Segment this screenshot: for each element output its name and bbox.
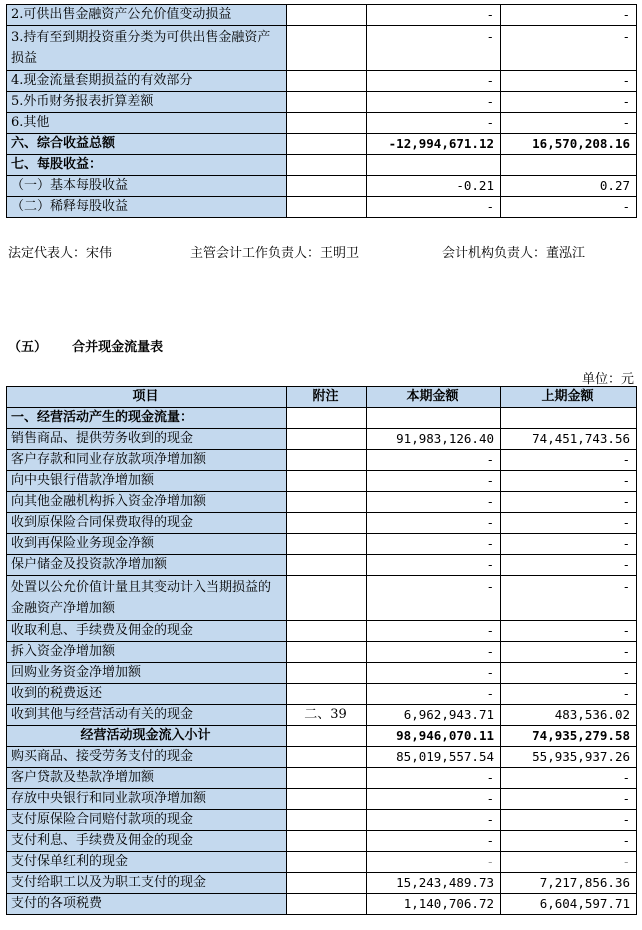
previous-amount: - xyxy=(501,810,637,831)
previous-amount: 16,570,208.16 xyxy=(501,134,637,155)
current-amount: - xyxy=(367,71,501,92)
current-amount: - xyxy=(367,26,501,71)
table-row xyxy=(7,621,637,642)
table-row xyxy=(7,768,637,789)
table-row xyxy=(7,450,637,471)
row-label: 收到原保险合同保费取得的现金 xyxy=(7,513,287,534)
table-row-total xyxy=(7,134,637,155)
row-label: （一）基本每股收益 xyxy=(7,176,287,197)
current-amount: - xyxy=(367,471,501,492)
note-cell xyxy=(287,513,367,534)
table-row xyxy=(7,663,637,684)
table-row xyxy=(7,26,637,71)
row-label: 支付原保险合同赔付款项的现金 xyxy=(7,810,287,831)
previous-amount: - xyxy=(501,450,637,471)
current-amount: - xyxy=(367,492,501,513)
previous-amount: - xyxy=(501,492,637,513)
current-amount: - xyxy=(367,197,501,218)
current-amount: - xyxy=(367,852,501,873)
note-cell xyxy=(287,429,367,450)
table-row-subtotal xyxy=(7,726,637,747)
note-cell xyxy=(287,852,367,873)
row-label: 拆入资金净增加额 xyxy=(7,642,287,663)
unit-label: 单位：元 xyxy=(581,372,634,387)
current-amount: -12,994,671.12 xyxy=(367,134,501,155)
note-cell xyxy=(287,5,367,26)
note-cell xyxy=(287,873,367,894)
note-cell xyxy=(287,894,367,915)
previous-amount: - xyxy=(501,513,637,534)
note-cell xyxy=(287,810,367,831)
section-heading xyxy=(8,336,163,355)
table-row xyxy=(7,429,637,450)
note-cell xyxy=(287,134,367,155)
previous-amount: 55,935,937.26 xyxy=(501,747,637,768)
note-cell: 二、39 xyxy=(287,705,367,726)
current-amount: - xyxy=(367,663,501,684)
note-cell xyxy=(287,768,367,789)
row-label: 购买商品、接受劳务支付的现金 xyxy=(7,747,287,768)
current-amount: 98,946,070.11 xyxy=(367,726,501,747)
row-label: 保户储金及投资款净增加额 xyxy=(7,555,287,576)
previous-amount: - xyxy=(501,768,637,789)
row-label: 4.现金流量套期损益的有效部分 xyxy=(7,71,287,92)
table-row xyxy=(7,873,637,894)
previous-amount: - xyxy=(501,26,637,71)
previous-amount: - xyxy=(501,71,637,92)
note-cell xyxy=(287,176,367,197)
row-label: 收到的税费返还 xyxy=(7,684,287,705)
previous-amount: - xyxy=(501,831,637,852)
table-row xyxy=(7,471,637,492)
note-cell xyxy=(287,576,367,621)
table-row xyxy=(7,705,637,726)
current-amount: - xyxy=(367,621,501,642)
row-label: 收到其他与经营活动有关的现金 xyxy=(7,705,287,726)
row-label: 收到再保险业务现金净额 xyxy=(7,534,287,555)
current-amount: - xyxy=(367,92,501,113)
previous-amount: - xyxy=(501,621,637,642)
current-amount: - xyxy=(367,642,501,663)
accounting-head: 主管会计工作负责人：王明卫 xyxy=(190,246,360,261)
note-cell xyxy=(287,197,367,218)
note-cell xyxy=(287,26,367,71)
note-cell xyxy=(287,471,367,492)
row-label: 5.外币财务报表折算差额 xyxy=(7,92,287,113)
row-label: 向其他金融机构拆入资金净增加额 xyxy=(7,492,287,513)
table-header-row xyxy=(7,387,637,408)
current-amount: 1,140,706.72 xyxy=(367,894,501,915)
current-amount: 91,983,126.40 xyxy=(367,429,501,450)
table-row xyxy=(7,5,637,26)
previous-amount: - xyxy=(501,5,637,26)
table-row xyxy=(7,810,637,831)
row-label: 客户贷款及垫款净增加额 xyxy=(7,768,287,789)
note-cell xyxy=(287,621,367,642)
previous-amount: - xyxy=(501,113,637,134)
note-cell xyxy=(287,726,367,747)
current-amount: 85,019,557.54 xyxy=(367,747,501,768)
previous-amount: - xyxy=(501,789,637,810)
table-row xyxy=(7,684,637,705)
previous-amount: - xyxy=(501,471,637,492)
previous-amount: 74,935,279.58 xyxy=(501,726,637,747)
table-row xyxy=(7,513,637,534)
row-label: 六、综合收益总额 xyxy=(7,134,287,155)
note-cell xyxy=(287,831,367,852)
note-cell xyxy=(287,747,367,768)
table-row xyxy=(7,576,637,621)
current-amount: - xyxy=(367,789,501,810)
previous-amount: 6,604,597.71 xyxy=(501,894,637,915)
row-label: 存放中央银行和同业款项净增加额 xyxy=(7,789,287,810)
table-row xyxy=(7,176,637,197)
previous-amount: - xyxy=(501,684,637,705)
note-cell xyxy=(287,492,367,513)
table-row xyxy=(7,894,637,915)
previous-amount xyxy=(501,408,637,429)
previous-amount: - xyxy=(501,576,637,621)
previous-amount: - xyxy=(501,852,637,873)
current-amount: - xyxy=(367,450,501,471)
row-label: 经营活动现金流入小计 xyxy=(7,726,287,747)
current-amount: - xyxy=(367,831,501,852)
table-row xyxy=(7,492,637,513)
table-row-heading xyxy=(7,155,637,176)
previous-amount: - xyxy=(501,663,637,684)
row-label: 七、每股收益： xyxy=(7,155,287,176)
column-header-note: 附注 xyxy=(287,387,367,408)
table-row xyxy=(7,747,637,768)
previous-amount: - xyxy=(501,92,637,113)
table-row xyxy=(7,852,637,873)
note-cell xyxy=(287,555,367,576)
table-row xyxy=(7,642,637,663)
table-row xyxy=(7,831,637,852)
table-row xyxy=(7,534,637,555)
section-title: 合并现金流量表 xyxy=(72,340,164,355)
cash-flow-table xyxy=(6,386,637,915)
current-amount: - xyxy=(367,768,501,789)
column-header-previous: 上期金额 xyxy=(501,387,637,408)
current-amount: - xyxy=(367,555,501,576)
table-row xyxy=(7,197,637,218)
accounting-agency-head: 会计机构负责人：董泓江 xyxy=(442,246,586,261)
previous-amount: - xyxy=(501,642,637,663)
current-amount xyxy=(367,408,501,429)
current-amount xyxy=(367,155,501,176)
row-label: （二）稀释每股收益 xyxy=(7,197,287,218)
row-label: 支付利息、手续费及佣金的现金 xyxy=(7,831,287,852)
note-cell xyxy=(287,684,367,705)
current-amount: - xyxy=(367,534,501,555)
row-label: 支付保单红利的现金 xyxy=(7,852,287,873)
note-cell xyxy=(287,155,367,176)
row-label: 销售商品、提供劳务收到的现金 xyxy=(7,429,287,450)
previous-amount: 0.27 xyxy=(501,176,637,197)
note-cell xyxy=(287,71,367,92)
table-row xyxy=(7,113,637,134)
row-label: 一、经营活动产生的现金流量： xyxy=(7,408,287,429)
row-label: 3.持有至到期投资重分类为可供出售金融资产损益 xyxy=(7,26,287,71)
note-cell xyxy=(287,534,367,555)
note-cell xyxy=(287,92,367,113)
table-row xyxy=(7,789,637,810)
previous-amount: 7,217,856.36 xyxy=(501,873,637,894)
previous-amount: 483,536.02 xyxy=(501,705,637,726)
row-label: 收取利息、手续费及佣金的现金 xyxy=(7,621,287,642)
row-label: 回购业务资金净增加额 xyxy=(7,663,287,684)
note-cell xyxy=(287,450,367,471)
previous-amount: - xyxy=(501,555,637,576)
current-amount: -0.21 xyxy=(367,176,501,197)
row-label: 向中央银行借款净增加额 xyxy=(7,471,287,492)
column-header-current: 本期金额 xyxy=(367,387,501,408)
row-label: 处置以公允价值计量且其变动计入当期损益的金融资产净增加额 xyxy=(7,576,287,621)
table-row xyxy=(7,555,637,576)
current-amount: - xyxy=(367,684,501,705)
current-amount: - xyxy=(367,810,501,831)
table-row xyxy=(7,71,637,92)
note-cell xyxy=(287,663,367,684)
row-label: 客户存款和同业存放款项净增加额 xyxy=(7,450,287,471)
table-row-heading xyxy=(7,408,637,429)
previous-amount xyxy=(501,155,637,176)
note-cell xyxy=(287,789,367,810)
note-cell xyxy=(287,113,367,134)
column-header-item: 项目 xyxy=(7,387,287,408)
table-row xyxy=(7,92,637,113)
current-amount: 6,962,943.71 xyxy=(367,705,501,726)
current-amount: - xyxy=(367,113,501,134)
legal-representative: 法定代表人：宋伟 xyxy=(8,246,113,261)
section-number: （五） xyxy=(8,340,48,355)
note-cell xyxy=(287,642,367,663)
note-cell xyxy=(287,408,367,429)
previous-amount: - xyxy=(501,534,637,555)
current-amount: - xyxy=(367,513,501,534)
row-label: 2.可供出售金融资产公允价值变动损益 xyxy=(7,5,287,26)
current-amount: 15,243,489.73 xyxy=(367,873,501,894)
income-statement-tail-table xyxy=(6,4,637,218)
row-label: 6.其他 xyxy=(7,113,287,134)
row-label: 支付给职工以及为职工支付的现金 xyxy=(7,873,287,894)
row-label: 支付的各项税费 xyxy=(7,894,287,915)
previous-amount: 74,451,743.56 xyxy=(501,429,637,450)
previous-amount: - xyxy=(501,197,637,218)
current-amount: - xyxy=(367,576,501,621)
current-amount: - xyxy=(367,5,501,26)
